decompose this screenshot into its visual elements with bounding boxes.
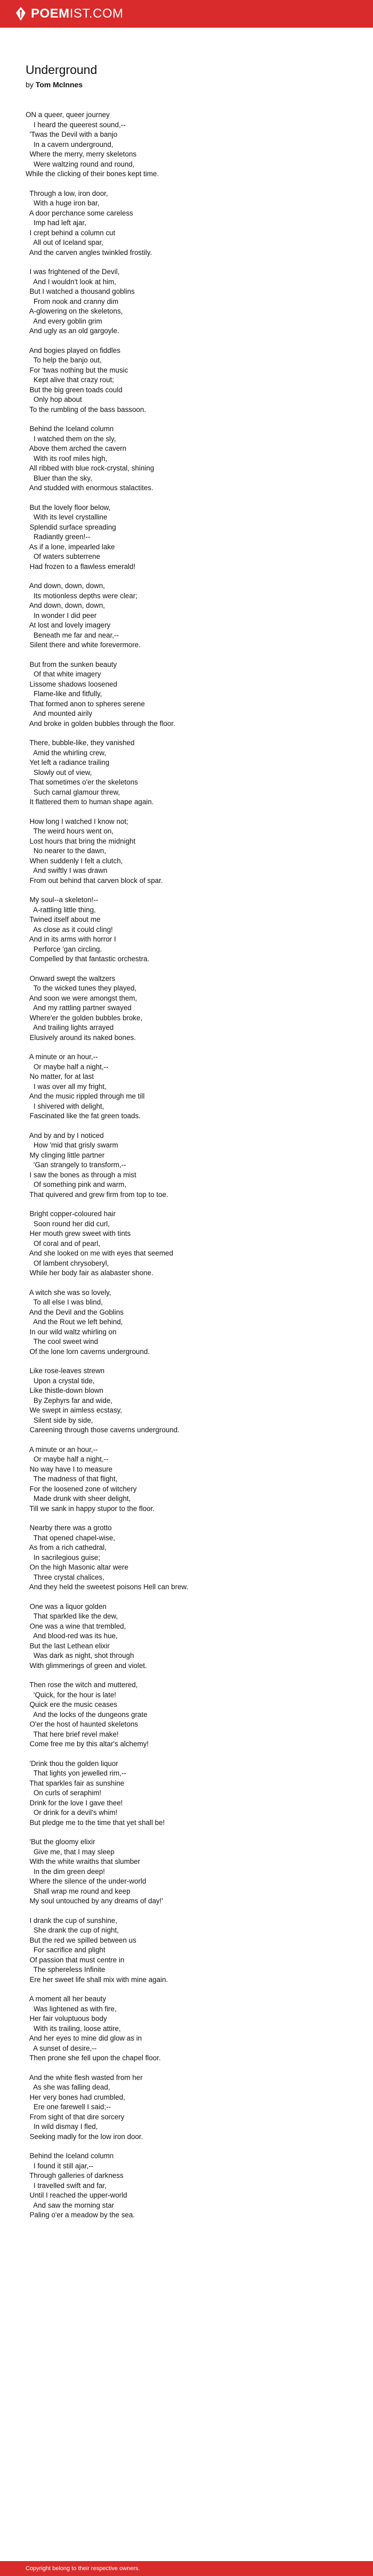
poem-line: Lost hours that bring the midnight: [26, 837, 136, 845]
poem-line: A-rattling little thing,: [26, 905, 96, 914]
poem-line: I travelled swift and far,: [26, 2181, 107, 2190]
poem-body: [26, 110, 351, 2220]
poem-line: Upon a crystal tide,: [26, 1376, 95, 1385]
poem-line: Such carnal glamour threw,: [26, 788, 120, 796]
poem-line: Yet left a radiance trailing: [26, 758, 110, 766]
stanza: [26, 1131, 351, 1200]
poem-line: And I wouldn't look at him,: [26, 277, 117, 286]
poem-line: We swept in aimless ecstasy,: [26, 1406, 123, 1414]
poem-line: To the rumbling of the bass bassoon.: [26, 405, 147, 414]
poem-line: And bogies played on fiddles: [26, 346, 120, 354]
stanza: [26, 1052, 351, 1121]
stanza: [26, 1759, 351, 1828]
poem-line: How 'mid that grisly swarm: [26, 1141, 118, 1149]
poem-line: For the loosened zone of witchery: [26, 1484, 137, 1493]
poem-line: And soon we were amongst them,: [26, 994, 137, 1002]
poem-line: Through a low, iron door,: [26, 189, 108, 197]
poem-line: With its roof miles high,: [26, 454, 108, 463]
poem-line: Paling o'er a meadow by the sea.: [26, 2211, 135, 2219]
author-name[interactable]: Tom McInnes: [35, 80, 83, 89]
poem-line: ON a queer, queer journey: [26, 111, 110, 119]
poem-line: My soul untouched by any dreams of day!': [26, 1897, 163, 1905]
poem-line: Ere her sweet life shall mix with mine again.: [26, 1975, 168, 1984]
poem-line: That opened chapel-wise,: [26, 1533, 115, 1542]
poem-line: 'Gan strangely to transform,--: [26, 1161, 126, 1169]
poem-line: Of waters subterrene: [26, 552, 100, 560]
stanza: [26, 1288, 351, 1357]
poem-line: And she looked on me with eyes that seemed: [26, 1249, 173, 1257]
poem-line: And her eyes to mine did glow as in: [26, 2034, 142, 2042]
poem-line: Come free me by this altar's alchemy!: [26, 1740, 149, 1748]
poem-line: There, bubble-like, they vanished: [26, 739, 135, 747]
poem-line: Nearby there was a grotto: [26, 1524, 112, 1532]
poem-line: To the wicked tunes they played,: [26, 984, 137, 992]
stanza: [26, 738, 351, 807]
poem-line: Bright copper-coloured hair: [26, 1210, 116, 1218]
poem-line: The weird hours went on,: [26, 827, 113, 835]
stanza: [26, 581, 351, 650]
poem-line: But pledge me to the time that yet shall be!: [26, 1818, 165, 1827]
poem-line: On curls of seraphim!: [26, 1789, 102, 1797]
poem-line: 'But the gloomy elixir: [26, 1838, 95, 1846]
poem-line: And broke in golden bubbles through the floor.: [26, 719, 175, 728]
poem-line: Made drunk with sheer delight,: [26, 1495, 131, 1502]
poem-line: Of that white imagery: [26, 670, 101, 678]
poem-line: A door perchance some careless: [26, 209, 133, 217]
poem-line: And ugly as an old gargoyle.: [26, 327, 119, 335]
poem-line: And studded with enormous stalactites.: [26, 484, 153, 492]
poem-line: Where the merry, merry skeletons: [26, 150, 137, 158]
poem-line: I shivered with delight,: [26, 1102, 104, 1110]
poem-line: 'Drink thou the golden liquor: [26, 1759, 118, 1768]
poem-line: Only hop about: [26, 395, 82, 403]
poem-line: I drank the cup of sunshine,: [26, 1916, 117, 1925]
poem-line: Of coral and of pearl,: [26, 1239, 100, 1248]
poem-line: A minute or an hour,--: [26, 1445, 98, 1454]
poem-line: For 'twas nothing but the music: [26, 366, 128, 374]
poem-line: With the white wraiths that slumber: [26, 1857, 141, 1865]
stanza: [26, 1366, 351, 1435]
stanza: [26, 2151, 351, 2220]
stanza: [26, 1837, 351, 1906]
poem-line: Her mouth grew sweet with tints: [26, 1229, 131, 1237]
poem-line: And the white flesh wasted from her: [26, 2073, 143, 2082]
poem-line: Compelled by that fantastic orchestra.: [26, 955, 150, 963]
poem-line: I crept behind a column cut: [26, 228, 116, 237]
poem-line: I found it still ajar,--: [26, 2161, 94, 2170]
poem-line: That formed anon to spheres serene: [26, 699, 145, 708]
poem-line: No matter, for at last: [26, 1072, 94, 1080]
poem-line: But I watched a thousand goblins: [26, 287, 135, 295]
poem-line: With a huge iron bar,: [26, 199, 100, 207]
poem-line: Of something pink and warm,: [26, 1180, 127, 1188]
poem-line: And the music rippled through me till: [26, 1092, 145, 1100]
stanza: [26, 1994, 351, 2063]
poem-line: Were waltzing round and round,: [26, 160, 135, 168]
poem-line: And in its arms with horror I: [26, 935, 116, 943]
poem-line: I heard the queerest sound,--: [26, 120, 126, 129]
poem-line: Was dark as night, shot through: [26, 1652, 134, 1659]
site-footer: [0, 2561, 373, 2576]
poem-line: Twined itself about me: [26, 915, 101, 923]
poem-line: That sparkled like the dew,: [26, 1612, 118, 1620]
poem-line: Drink for the love I gave thee!: [26, 1798, 123, 1807]
site-logo[interactable]: [15, 6, 124, 21]
poem-line: And the carven angles twinkled frostily.: [26, 248, 152, 257]
poem-line: But the big green toads could: [26, 385, 123, 394]
poem-line: Amid the whirling crew,: [26, 748, 107, 757]
poem-line: And they held the sweetest poisons Hell can brew.: [26, 1583, 189, 1591]
poem-line: Fascinated like the fat green toads.: [26, 1112, 141, 1120]
poem-line: Bluer than the sky,: [26, 474, 92, 482]
poem-line: A moment all her beauty: [26, 1995, 107, 2003]
poem-line: That here brief revel make!: [26, 1730, 119, 1738]
poem-line: All ribbed with blue rock-crystal, shining: [26, 464, 155, 472]
poem-line: That sometimes o'er the skeletons: [26, 778, 138, 786]
stanza: [26, 1680, 351, 1749]
poem-line: I watched them on the sly,: [26, 434, 116, 443]
stanza: [26, 1445, 351, 1514]
poem-line: And every goblin grim: [26, 317, 102, 325]
stanza: [26, 817, 351, 886]
poem-line: With glimmerings of green and violet.: [26, 1661, 147, 1670]
poem-line: And by and by I noticed: [26, 1131, 104, 1140]
byline: [26, 80, 351, 89]
poem-line: Shall wrap me round and keep: [26, 1887, 131, 1895]
poem-line: By Zephyrs far and wide,: [26, 1396, 112, 1405]
poem-line: At lost and lovely imagery: [26, 621, 111, 629]
poem-line: But the last Lethean elixir: [26, 1641, 110, 1650]
poem-line: From sight of that dire sorcery: [26, 2112, 125, 2121]
poem-line: And saw the morning star: [26, 2201, 114, 2209]
poem-line: Then prone she fell upon the chapel floor.: [26, 2054, 161, 2062]
poem-line: Slowly out of view,: [26, 768, 92, 777]
poem-content: [26, 63, 351, 2230]
poem-line: 'Quick, for the hour is late!: [26, 1690, 117, 1699]
poem-line: Or drink for a devil's whim!: [26, 1809, 118, 1817]
poem-line: I was frightened of the Devil,: [26, 268, 120, 276]
stanza: [26, 660, 351, 729]
poem-line: But the red we spilled between us: [26, 1936, 136, 1944]
poem-line: A-glowering on the skeletons,: [26, 307, 123, 315]
byline-prefix: by: [26, 80, 34, 89]
poem-line: A minute or an hour,--: [26, 1053, 98, 1061]
poem-line: Imp had left ajar,: [26, 219, 86, 227]
poem-line: To all else I was blind,: [26, 1298, 103, 1306]
poem-line: And down, down, down,: [26, 601, 105, 609]
poem-line: Behind the Iceland column: [26, 425, 114, 433]
poem-line: Where the silence of the under-world: [26, 1877, 147, 1885]
poem-line: Silent side by side,: [26, 1416, 93, 1424]
poem-line: Like rose-leaves strewn: [26, 1367, 105, 1375]
poem-line: In our wild waltz whirling on: [26, 1327, 117, 1336]
poem-line: Her very bones had crumbled,: [26, 2093, 125, 2101]
stanza: [26, 2073, 351, 2142]
stanza: [26, 503, 351, 572]
poem-line: And my rattling partner swayed: [26, 1004, 132, 1012]
poem-line: Splendid surface spreading: [26, 523, 116, 531]
poem-line: As she was falling dead,: [26, 2083, 110, 2091]
poem-line: A witch she was so lovely,: [26, 1288, 111, 1297]
poem-line: As close as it could cling!: [26, 925, 113, 934]
poem-line: The cool sweet wind: [26, 1337, 98, 1345]
poem-line: Then rose the witch and muttered,: [26, 1681, 138, 1689]
poem-line: My soul--a skeleton!--: [26, 896, 99, 904]
poem-line: Through galleries of darkness: [26, 2172, 124, 2179]
poem-line: Like thistle-down blown: [26, 1386, 103, 1394]
stanza: [26, 189, 351, 258]
poem-line: In wild dismay I fled,: [26, 2123, 98, 2131]
poem-line: But the lovely floor below,: [26, 503, 111, 511]
stanza: [26, 1916, 351, 1985]
stanza: [26, 110, 351, 179]
poem-line: My clinging little partner: [26, 1151, 105, 1159]
poem-line: That quivered and grew firm from top to toe.: [26, 1190, 168, 1199]
poem-title: Underground: [26, 63, 98, 77]
poem-line: Its motionless depths were clear;: [26, 591, 137, 600]
poem-line: Or maybe half a night,--: [26, 1455, 109, 1463]
poem-line: Behind the Iceland column: [26, 2152, 114, 2160]
poem-line: Had frozen to a flawless emerald!: [26, 562, 136, 571]
poem-line: Was lightened as with fire,: [26, 2004, 117, 2013]
poem-line: Lissome shadows loosened: [26, 680, 117, 688]
poem-line: That sparkles fair as sunshine: [26, 1779, 125, 1787]
poem-line: And mounted airily: [26, 709, 93, 717]
poem-line: No way have I to measure: [26, 1465, 112, 1473]
poem-line: And blood-red was its hue,: [26, 1632, 118, 1640]
poem-line: In the dim green deep!: [26, 1867, 105, 1876]
poem-line: While her body fair as alabaster shone.: [26, 1269, 153, 1277]
poem-line: Onward swept the waltzers: [26, 974, 116, 982]
poem-line: In wonder I did peer: [26, 611, 97, 620]
poem-line: Ere one farewell I said;--: [26, 2103, 111, 2111]
poem-line: A sunset of desire,--: [26, 2044, 97, 2052]
poem-line: Seeking madly for the low iron door.: [26, 2132, 143, 2141]
stanza: [26, 1523, 351, 1592]
poem-line: Careening through those caverns underground.: [26, 1426, 180, 1434]
poem-line: The madness of that flight,: [26, 1475, 118, 1483]
stanza: [26, 346, 351, 415]
poem-line: Radiantly green!--: [26, 533, 91, 541]
poem-line: Perforce 'gan circling.: [26, 945, 102, 953]
copyright-text: Copyright belong to their respective owners.: [26, 2565, 140, 2572]
poem-line: From out behind that carven block of spar.: [26, 876, 163, 885]
poem-line: Of lambent chrysoberyl,: [26, 1259, 109, 1267]
poem-line: On the high Masonic altar were: [26, 1563, 128, 1571]
poem-line: No nearer to the dawn,: [26, 847, 107, 855]
site-header: [0, 0, 373, 28]
poem-line: The sphereless Infinite: [26, 1966, 106, 1974]
poem-line: Elusively around its naked bones.: [26, 1033, 136, 1042]
poem-line: With its trailing, loose attire,: [26, 2024, 121, 2033]
poem-line: Or maybe half a night,--: [26, 1062, 109, 1071]
poem-line: Quick ere the music ceases: [26, 1700, 117, 1708]
poem-line: Of the lone lorn caverns underground.: [26, 1347, 150, 1356]
stanza: [26, 1602, 351, 1671]
poem-line: And the Devil and the Goblins: [26, 1308, 124, 1316]
poem-line: It flattered them to human shape again.: [26, 798, 154, 806]
poem-line: How long I watched I know not;: [26, 817, 128, 825]
poem-line: From nook and cranny dim: [26, 297, 119, 306]
poem-line: Of passion that must centre in: [26, 1955, 125, 1964]
poem-line: Give me, that I may sleep: [26, 1847, 115, 1856]
poem-line: Where'er the golden bubbles broke,: [26, 1013, 143, 1022]
poem-line: As from a rich cathedral,: [26, 1543, 107, 1551]
poem-line: While the clicking of their bones kept time.: [26, 170, 159, 178]
poem-line: I was over all my fright,: [26, 1082, 107, 1091]
poem-line: When suddenly I felt a clutch,: [26, 856, 123, 865]
quill-nib-icon: [15, 6, 27, 21]
logo-text: POEMIST.COM: [31, 6, 124, 21]
poem-line: But from the sunken beauty: [26, 660, 117, 668]
poem-line: That lights yon jewelled rim,--: [26, 1769, 126, 1777]
poem-line: She drank the cup of night,: [26, 1926, 119, 1934]
poem-line: Three crystal chalices,: [26, 1573, 104, 1581]
poem-line: Her fair voluptuous body: [26, 2014, 107, 2022]
poem-line: Silent there and white forevermore.: [26, 641, 141, 649]
poem-line: In a cavern underground,: [26, 140, 113, 148]
stanza: [26, 1209, 351, 1278]
poem-line: To help the banjo out,: [26, 356, 102, 364]
poem-line: O'er the host of haunted skeletons: [26, 1720, 138, 1728]
poem-line: Until I reached the upper-world: [26, 2191, 127, 2199]
poem-line: With its level crystalline: [26, 513, 108, 521]
poem-line: And the Rout we left behind,: [26, 1318, 123, 1326]
poem-line: Kept alive that crazy rout;: [26, 376, 114, 384]
poem-line: Above them arched the cavern: [26, 444, 127, 452]
poem-line: Flame-like and fitfully,: [26, 690, 102, 698]
stanza: [26, 424, 351, 493]
stanza: [26, 895, 351, 964]
poem-line: One was a liquor golden: [26, 1602, 107, 1611]
poem-line: I saw the bones as through a mist: [26, 1170, 136, 1179]
poem-line: And swiftly I was drawn: [26, 866, 108, 874]
poem-line: Beneath me far and near,--: [26, 631, 119, 639]
poem-line: One was a wine that trembled,: [26, 1622, 126, 1630]
poem-line: 'Twas the Devil with a banjo: [26, 130, 118, 138]
poem-line: For sacrifice and plight: [26, 1946, 106, 1954]
stanza: [26, 267, 351, 336]
poem-line: All out of Iceland spar,: [26, 238, 103, 246]
poem-line: Till we sank in happy stupor to the floor.: [26, 1504, 155, 1513]
poem-line: And the locks of the dungeons grate: [26, 1710, 148, 1719]
poem-line: As if a lone, impearled lake: [26, 542, 115, 551]
poem-line: Soon round her did curl,: [26, 1219, 110, 1228]
poem-line: And down, down, down,: [26, 582, 105, 590]
poem-line: In sacrilegious guise;: [26, 1553, 100, 1562]
poem-line: And trailing lights arrayed: [26, 1023, 114, 1031]
stanza: [26, 974, 351, 1043]
